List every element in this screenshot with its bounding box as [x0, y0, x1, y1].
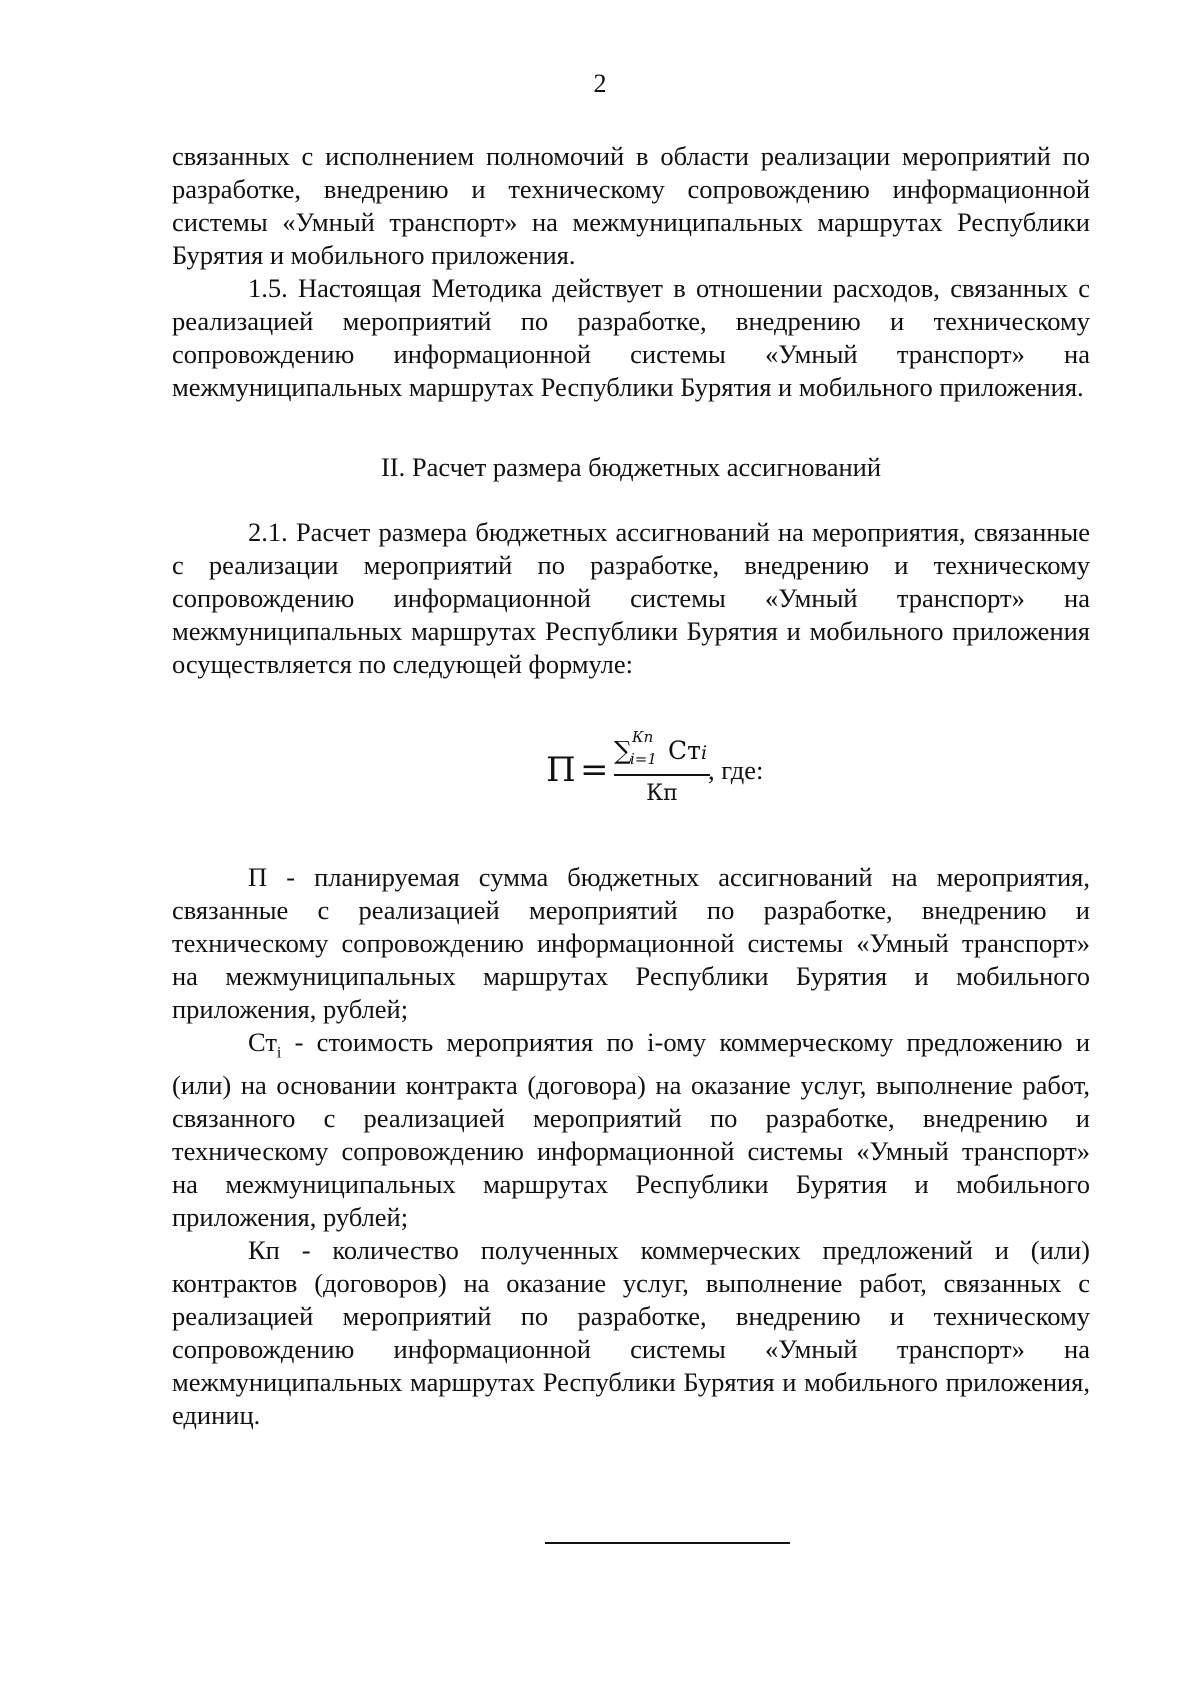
intro-text-block	[172, 140, 1090, 404]
fraction-bar	[614, 774, 710, 776]
definition-kp: Кп - количество полученных коммерческих предложений и (или) контрактов (договоров) на оказание услуг, выполнение работ, связанных с реализацией мероприятий по разработке, внедрению и техническому сопровождению информационной системы «Умный транспорт» на межмуниципальных маршрутах Республики Бурятия и мобильного приложения, единиц.	[172, 1235, 1090, 1431]
formula	[0, 720, 1200, 820]
definition-p: П - планируемая сумма бюджетных ассигнований на мероприятия, связанные с реализацией мероприятий по разработке, внедрению и техническому сопровождению информационной системы «Умный транспорт» на межмуниципальных маршрутах Республики Бурятия и мобильного приложения, рублей;	[172, 862, 1090, 1024]
term-symbol: Ст	[668, 736, 701, 765]
formula-fraction	[614, 728, 710, 814]
sum-upper-limit: Кп	[632, 728, 654, 746]
formula-equals: =	[580, 750, 609, 790]
page-number: 2	[593, 69, 607, 98]
sum-term	[668, 736, 707, 768]
definition-st-index: i	[276, 1044, 282, 1062]
paragraph-continuation: связанных с исполнением полномочий в области реализации мероприятий по разработке, внедрению и техническому сопровождению информационной системы «Умный транспорт» на межмуниципальных маршрутах Республики Бурятия и мобильного приложения.	[172, 141, 1090, 270]
definition-st-text: - стоимость мероприятия по i-ому коммерческому предложению и (или) на основании контракта (договора) на оказание услуг, выполнение работ, связанного с реализацией мероприятий по разработке, внедрению и техническому сопровождению информационной системы «Умный транспорт» на межмуниципальных маршрутах Республики Бурятия и мобильного приложения, рублей;	[172, 1027, 1090, 1233]
formula-denominator: Кп	[646, 781, 678, 806]
formula-lhs: П	[546, 750, 576, 790]
calc-text-block	[172, 516, 1090, 681]
definition-st-symbol: Ст	[248, 1027, 277, 1057]
definitions-block	[172, 861, 1090, 1432]
formula-numerator	[614, 728, 710, 772]
section-heading: II. Расчет размера бюджетных ассигнований	[380, 452, 882, 482]
definition-st	[172, 1026, 1090, 1234]
sum-symbol: ∑	[614, 736, 632, 765]
formula-tail: , где:	[708, 755, 764, 785]
term-index: i	[700, 742, 708, 764]
sum-lower-limit: i=1	[630, 750, 657, 768]
paragraph-1-5: 1.5. Настоящая Методика действует в отношении расходов, связанных с реализацией мероприятий по разработке, внедрению и техническому сопровождению информационной системы «Умный транспорт» на межмуниципальных маршрутах Республики Бурятия и мобильного приложения.	[172, 273, 1090, 402]
closing-rule	[545, 1542, 790, 1544]
paragraph-2-1: 2.1. Расчет размера бюджетных ассигнований на мероприятия, связанные с реализации мероприятий по разработке, внедрению и техническому сопровождению информационной системы «Умный транспорт» на межмуниципальных маршрутах Республики Бурятия и мобильного приложения осуществляется по следующей формуле:	[172, 517, 1090, 679]
